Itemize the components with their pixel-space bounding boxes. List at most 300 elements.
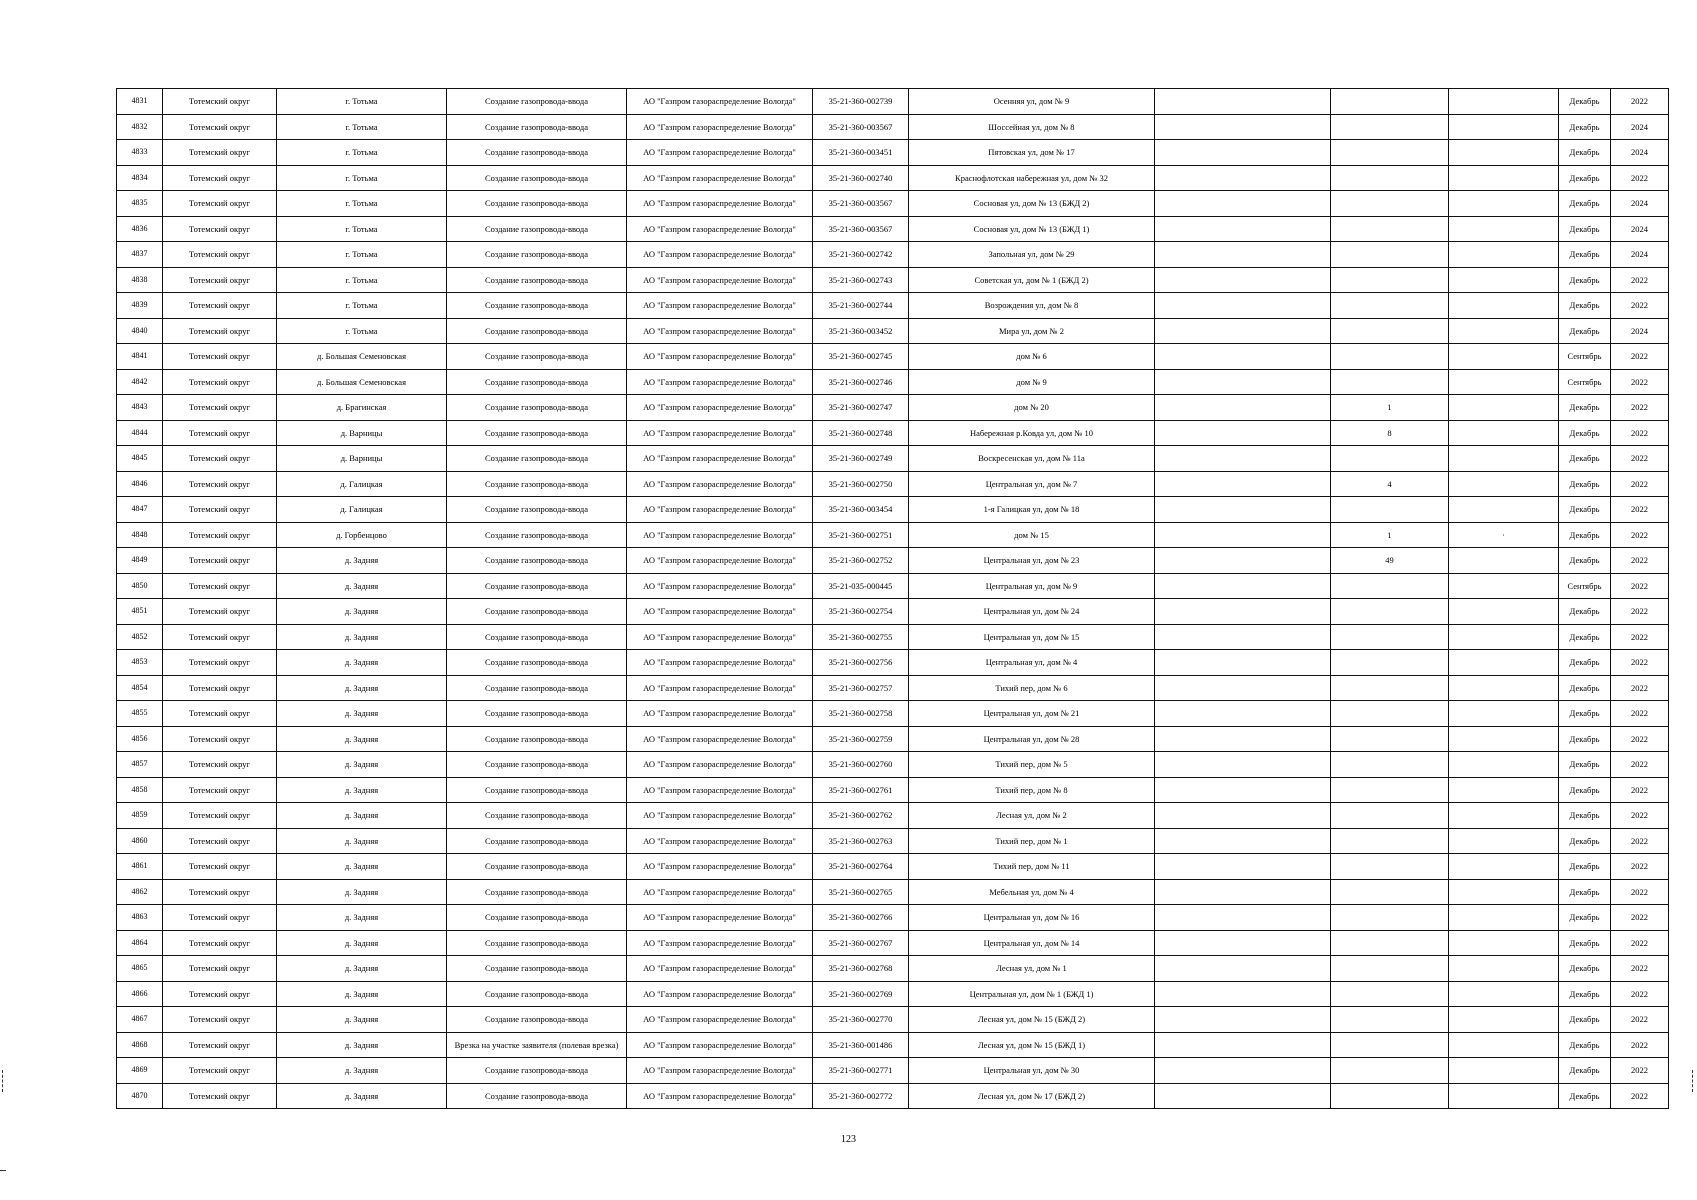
object-code-cell: 35-21-360-002742 (813, 242, 909, 268)
month-cell: Сентябрь (1559, 573, 1611, 599)
month-cell: Декабрь (1559, 114, 1611, 140)
organization-cell: АО "Газпром газораспределение Вологда" (627, 395, 813, 421)
object-code-cell: 35-21-360-003452 (813, 318, 909, 344)
year-cell: 2022 (1611, 752, 1669, 778)
organization-cell: АО "Газпром газораспределение Вологда" (627, 726, 813, 752)
extra-column-3 (1449, 650, 1559, 676)
extra-column-1 (1155, 1058, 1331, 1084)
year-cell: 2024 (1611, 191, 1669, 217)
work-type-cell: Создание газопровода-ввода (447, 216, 627, 242)
organization-cell: АО "Газпром газораспределение Вологда" (627, 140, 813, 166)
month-cell: Декабрь (1559, 981, 1611, 1007)
object-code-cell: 35-21-360-002756 (813, 650, 909, 676)
row-number: 4870 (117, 1083, 163, 1109)
row-number: 4858 (117, 777, 163, 803)
month-cell: Декабрь (1559, 89, 1611, 115)
address-cell: Лесная ул, дом № 1 (909, 956, 1155, 982)
address-cell: дом № 9 (909, 369, 1155, 395)
table-row (117, 1032, 1669, 1058)
address-cell: Центральная ул, дом № 7 (909, 471, 1155, 497)
table-row (117, 879, 1669, 905)
settlement-cell: д. Задняя (277, 828, 447, 854)
organization-cell: АО "Газпром газораспределение Вологда" (627, 599, 813, 625)
extra-column-2 (1331, 879, 1449, 905)
work-type-cell: Создание газопровода-ввода (447, 905, 627, 931)
year-cell: 2022 (1611, 1032, 1669, 1058)
address-cell: Центральная ул, дом № 4 (909, 650, 1155, 676)
extra-column-1 (1155, 114, 1331, 140)
district-cell: Тотемский округ (163, 879, 277, 905)
table-row (117, 905, 1669, 931)
extra-column-2 (1331, 369, 1449, 395)
organization-cell: АО "Газпром газораспределение Вологда" (627, 165, 813, 191)
settlement-cell: г. Тотьма (277, 267, 447, 293)
address-cell: Тихий пер, дом № 1 (909, 828, 1155, 854)
extra-column-2 (1331, 267, 1449, 293)
month-cell: Декабрь (1559, 420, 1611, 446)
work-type-cell: Создание газопровода-ввода (447, 318, 627, 344)
month-cell: Декабрь (1559, 548, 1611, 574)
extra-column-3 (1449, 114, 1559, 140)
organization-cell: АО "Газпром газораспределение Вологда" (627, 981, 813, 1007)
organization-cell: АО "Газпром газораспределение Вологда" (627, 1058, 813, 1084)
table-row (117, 828, 1669, 854)
year-cell: 2022 (1611, 344, 1669, 370)
row-number: 4835 (117, 191, 163, 217)
extra-column-1 (1155, 573, 1331, 599)
table-row (117, 293, 1669, 319)
extra-column-3 (1449, 318, 1559, 344)
organization-cell: АО "Газпром газораспределение Вологда" (627, 752, 813, 778)
row-number: 4849 (117, 548, 163, 574)
extra-column-2: 4 (1331, 471, 1449, 497)
month-cell: Декабрь (1559, 879, 1611, 905)
settlement-cell: д. Задняя (277, 599, 447, 625)
extra-column-1 (1155, 1083, 1331, 1109)
month-cell: Декабрь (1559, 1032, 1611, 1058)
extra-column-3 (1449, 191, 1559, 217)
row-number: 4839 (117, 293, 163, 319)
extra-column-3 (1449, 573, 1559, 599)
month-cell: Декабрь (1559, 191, 1611, 217)
table-row (117, 522, 1669, 548)
address-cell: Тихий пер, дом № 6 (909, 675, 1155, 701)
work-type-cell: Создание газопровода-ввода (447, 165, 627, 191)
extra-column-2 (1331, 930, 1449, 956)
extra-column-2 (1331, 726, 1449, 752)
extra-column-1 (1155, 369, 1331, 395)
extra-column-1 (1155, 675, 1331, 701)
table-row (117, 548, 1669, 574)
extra-column-2: 1 (1331, 395, 1449, 421)
address-cell: Лесная ул, дом № 15 (БЖД 2) (909, 1007, 1155, 1033)
table-row (117, 89, 1669, 115)
object-code-cell: 35-21-360-002754 (813, 599, 909, 625)
settlement-cell: д. Задняя (277, 1032, 447, 1058)
year-cell: 2024 (1611, 140, 1669, 166)
year-cell: 2022 (1611, 267, 1669, 293)
settlement-cell: д. Большая Семеновская (277, 369, 447, 395)
address-cell: 1-я Галицкая ул, дом № 18 (909, 497, 1155, 523)
extra-column-1 (1155, 267, 1331, 293)
document-table-wrapper (116, 88, 1669, 1109)
row-number: 4850 (117, 573, 163, 599)
district-cell: Тотемский округ (163, 573, 277, 599)
extra-column-3 (1449, 395, 1559, 421)
extra-column-3 (1449, 267, 1559, 293)
extra-column-1 (1155, 599, 1331, 625)
extra-column-1 (1155, 624, 1331, 650)
district-cell: Тотемский округ (163, 777, 277, 803)
settlement-cell: д. Задняя (277, 573, 447, 599)
month-cell: Декабрь (1559, 522, 1611, 548)
object-code-cell: 35-21-360-002739 (813, 89, 909, 115)
year-cell: 2022 (1611, 293, 1669, 319)
year-cell: 2024 (1611, 318, 1669, 344)
extra-column-3 (1449, 981, 1559, 1007)
settlement-cell: д. Задняя (277, 956, 447, 982)
extra-column-1 (1155, 293, 1331, 319)
work-type-cell: Создание газопровода-ввода (447, 114, 627, 140)
month-cell: Декабрь (1559, 1007, 1611, 1033)
year-cell: 2022 (1611, 471, 1669, 497)
extra-column-3 (1449, 1058, 1559, 1084)
month-cell: Декабрь (1559, 599, 1611, 625)
extra-column-1 (1155, 828, 1331, 854)
work-type-cell: Создание газопровода-ввода (447, 1083, 627, 1109)
settlement-cell: д. Задняя (277, 726, 447, 752)
organization-cell: АО "Газпром газораспределение Вологда" (627, 624, 813, 650)
district-cell: Тотемский округ (163, 89, 277, 115)
address-cell: Запольная ул, дом № 29 (909, 242, 1155, 268)
extra-column-3 (1449, 803, 1559, 829)
organization-cell: АО "Газпром газораспределение Вологда" (627, 344, 813, 370)
object-code-cell: 35-21-360-002765 (813, 879, 909, 905)
address-cell: Краснофлотская набережная ул, дом № 32 (909, 165, 1155, 191)
district-cell: Тотемский округ (163, 624, 277, 650)
extra-column-1 (1155, 344, 1331, 370)
settlement-cell: г. Тотьма (277, 89, 447, 115)
table-row (117, 930, 1669, 956)
organization-cell: АО "Газпром газораспределение Вологда" (627, 446, 813, 472)
organization-cell: АО "Газпром газораспределение Вологда" (627, 828, 813, 854)
month-cell: Сентябрь (1559, 344, 1611, 370)
extra-column-2 (1331, 293, 1449, 319)
work-type-cell: Врезка на участке заявителя (полевая врезка) (447, 1032, 627, 1058)
row-number: 4855 (117, 701, 163, 727)
work-type-cell: Создание газопровода-ввода (447, 140, 627, 166)
object-code-cell: 35-21-360-002764 (813, 854, 909, 880)
row-number: 4847 (117, 497, 163, 523)
address-cell: Шоссейная ул, дом № 8 (909, 114, 1155, 140)
year-cell: 2022 (1611, 573, 1669, 599)
settlement-cell: д. Галицкая (277, 471, 447, 497)
address-cell: Лесная ул, дом № 17 (БЖД 2) (909, 1083, 1155, 1109)
organization-cell: АО "Газпром газораспределение Вологда" (627, 471, 813, 497)
object-code-cell: 35-21-360-002752 (813, 548, 909, 574)
district-cell: Тотемский округ (163, 165, 277, 191)
extra-column-3 (1449, 599, 1559, 625)
district-cell: Тотемский округ (163, 905, 277, 931)
settlement-cell: д. Варницы (277, 420, 447, 446)
table-row (117, 726, 1669, 752)
district-cell: Тотемский округ (163, 191, 277, 217)
row-number: 4840 (117, 318, 163, 344)
work-type-cell: Создание газопровода-ввода (447, 803, 627, 829)
address-cell: Воскресенская ул, дом № 11а (909, 446, 1155, 472)
row-number: 4848 (117, 522, 163, 548)
row-number: 4838 (117, 267, 163, 293)
month-cell: Декабрь (1559, 267, 1611, 293)
object-code-cell: 35-21-360-002749 (813, 446, 909, 472)
row-number: 4836 (117, 216, 163, 242)
organization-cell: АО "Газпром газораспределение Вологда" (627, 267, 813, 293)
extra-column-1 (1155, 1007, 1331, 1033)
extra-column-2 (1331, 446, 1449, 472)
year-cell: 2022 (1611, 930, 1669, 956)
month-cell: Декабрь (1559, 216, 1611, 242)
object-code-cell: 35-21-360-002761 (813, 777, 909, 803)
year-cell: 2022 (1611, 854, 1669, 880)
extra-column-3 (1449, 624, 1559, 650)
work-type-cell: Создание газопровода-ввода (447, 854, 627, 880)
row-number: 4860 (117, 828, 163, 854)
extra-column-2 (1331, 675, 1449, 701)
district-cell: Тотемский округ (163, 828, 277, 854)
address-cell: Лесная ул, дом № 15 (БЖД 1) (909, 1032, 1155, 1058)
settlement-cell: д. Задняя (277, 1007, 447, 1033)
settlement-cell: д. Задняя (277, 624, 447, 650)
right-margin-mark (1692, 1070, 1695, 1092)
table-row (117, 318, 1669, 344)
row-number: 4862 (117, 879, 163, 905)
extra-column-3 (1449, 89, 1559, 115)
extra-column-1 (1155, 726, 1331, 752)
extra-column-1 (1155, 548, 1331, 574)
year-cell: 2022 (1611, 420, 1669, 446)
row-number: 4859 (117, 803, 163, 829)
row-number: 4846 (117, 471, 163, 497)
work-type-cell: Создание газопровода-ввода (447, 828, 627, 854)
row-number: 4837 (117, 242, 163, 268)
settlement-cell: д. Галицкая (277, 497, 447, 523)
organization-cell: АО "Газпром газораспределение Вологда" (627, 905, 813, 931)
row-number: 4854 (117, 675, 163, 701)
month-cell: Декабрь (1559, 395, 1611, 421)
organization-cell: АО "Газпром газораспределение Вологда" (627, 930, 813, 956)
year-cell: 2022 (1611, 777, 1669, 803)
settlement-cell: г. Тотьма (277, 114, 447, 140)
settlement-cell: д. Задняя (277, 701, 447, 727)
row-number: 4868 (117, 1032, 163, 1058)
extra-column-1 (1155, 165, 1331, 191)
extra-column-3 (1449, 1032, 1559, 1058)
table-row (117, 956, 1669, 982)
settlement-cell: д. Задняя (277, 879, 447, 905)
extra-column-3 (1449, 777, 1559, 803)
month-cell: Декабрь (1559, 318, 1611, 344)
extra-column-1 (1155, 89, 1331, 115)
extra-column-3 (1449, 165, 1559, 191)
address-cell: Мира ул, дом № 2 (909, 318, 1155, 344)
address-cell: Центральная ул, дом № 23 (909, 548, 1155, 574)
organization-cell: АО "Газпром газораспределение Вологда" (627, 369, 813, 395)
district-cell: Тотемский округ (163, 369, 277, 395)
extra-column-1 (1155, 930, 1331, 956)
table-body (117, 89, 1669, 1109)
month-cell: Декабрь (1559, 242, 1611, 268)
month-cell: Декабрь (1559, 140, 1611, 166)
object-code-cell: 35-21-360-003451 (813, 140, 909, 166)
row-number: 4852 (117, 624, 163, 650)
extra-column-1 (1155, 140, 1331, 166)
extra-column-1 (1155, 191, 1331, 217)
extra-column-2 (1331, 981, 1449, 1007)
year-cell: 2024 (1611, 216, 1669, 242)
extra-column-2 (1331, 701, 1449, 727)
district-cell: Тотемский округ (163, 1058, 277, 1084)
month-cell: Декабрь (1559, 930, 1611, 956)
row-number: 4864 (117, 930, 163, 956)
year-cell: 2022 (1611, 369, 1669, 395)
extra-column-3 (1449, 344, 1559, 370)
organization-cell: АО "Газпром газораспределение Вологда" (627, 1007, 813, 1033)
organization-cell: АО "Газпром газораспределение Вологда" (627, 650, 813, 676)
year-cell: 2022 (1611, 828, 1669, 854)
work-type-cell: Создание газопровода-ввода (447, 879, 627, 905)
extra-column-2 (1331, 803, 1449, 829)
settlement-cell: д. Задняя (277, 650, 447, 676)
table-row (117, 675, 1669, 701)
organization-cell: АО "Газпром газораспределение Вологда" (627, 548, 813, 574)
table-row (117, 497, 1669, 523)
object-code-cell: 35-21-360-003454 (813, 497, 909, 523)
object-code-cell: 35-21-360-003567 (813, 191, 909, 217)
object-code-cell: 35-21-360-002772 (813, 1083, 909, 1109)
table-row (117, 420, 1669, 446)
extra-column-3 (1449, 242, 1559, 268)
work-type-cell: Создание газопровода-ввода (447, 522, 627, 548)
table-row (117, 165, 1669, 191)
extra-column-3 (1449, 752, 1559, 778)
month-cell: Декабрь (1559, 1083, 1611, 1109)
extra-column-3 (1449, 471, 1559, 497)
settlement-cell: д. Варницы (277, 446, 447, 472)
extra-column-2 (1331, 1007, 1449, 1033)
extra-column-3 (1449, 675, 1559, 701)
settlement-cell: д. Брагинская (277, 395, 447, 421)
extra-column-1 (1155, 471, 1331, 497)
extra-column-1 (1155, 701, 1331, 727)
district-cell: Тотемский округ (163, 446, 277, 472)
object-code-cell: 35-21-360-002750 (813, 471, 909, 497)
district-cell: Тотемский округ (163, 726, 277, 752)
settlement-cell: г. Тотьма (277, 216, 447, 242)
extra-column-1 (1155, 956, 1331, 982)
row-number: 4865 (117, 956, 163, 982)
month-cell: Декабрь (1559, 803, 1611, 829)
row-number: 4831 (117, 89, 163, 115)
work-type-cell: Создание газопровода-ввода (447, 956, 627, 982)
object-code-cell: 35-21-360-001486 (813, 1032, 909, 1058)
month-cell: Декабрь (1559, 446, 1611, 472)
year-cell: 2022 (1611, 1007, 1669, 1033)
settlement-cell: д. Задняя (277, 1083, 447, 1109)
extra-column-2: 49 (1331, 548, 1449, 574)
work-type-cell: Создание газопровода-ввода (447, 981, 627, 1007)
month-cell: Декабрь (1559, 1058, 1611, 1084)
table-row (117, 981, 1669, 1007)
table-row (117, 599, 1669, 625)
extra-column-3 (1449, 726, 1559, 752)
table-row (117, 624, 1669, 650)
row-number: 4842 (117, 369, 163, 395)
work-type-cell: Создание газопровода-ввода (447, 624, 627, 650)
object-code-cell: 35-21-360-003567 (813, 216, 909, 242)
table-row (117, 803, 1669, 829)
object-code-cell: 35-21-360-002740 (813, 165, 909, 191)
organization-cell: АО "Газпром газораспределение Вологда" (627, 522, 813, 548)
month-cell: Декабрь (1559, 675, 1611, 701)
work-type-cell: Создание газопровода-ввода (447, 777, 627, 803)
object-code-cell: 35-21-360-002762 (813, 803, 909, 829)
table-row (117, 242, 1669, 268)
extra-column-3 (1449, 140, 1559, 166)
table-row (117, 1058, 1669, 1084)
work-type-cell: Создание газопровода-ввода (447, 726, 627, 752)
organization-cell: АО "Газпром газораспределение Вологда" (627, 956, 813, 982)
row-number: 4845 (117, 446, 163, 472)
address-cell: Центральная ул, дом № 14 (909, 930, 1155, 956)
settlement-cell: д. Задняя (277, 981, 447, 1007)
object-code-cell: 35-21-360-002760 (813, 752, 909, 778)
district-cell: Тотемский округ (163, 1032, 277, 1058)
organization-cell: АО "Газпром газораспределение Вологда" (627, 803, 813, 829)
settlement-cell: д. Задняя (277, 752, 447, 778)
work-type-cell: Создание газопровода-ввода (447, 191, 627, 217)
extra-column-2 (1331, 114, 1449, 140)
extra-column-2 (1331, 905, 1449, 931)
extra-column-3 (1449, 1007, 1559, 1033)
extra-column-1 (1155, 522, 1331, 548)
district-cell: Тотемский округ (163, 1007, 277, 1033)
month-cell: Декабрь (1559, 828, 1611, 854)
month-cell: Декабрь (1559, 497, 1611, 523)
page-number: 123 (841, 1134, 856, 1145)
settlement-cell: г. Тотьма (277, 191, 447, 217)
extra-column-3 (1449, 701, 1559, 727)
extra-column-1 (1155, 420, 1331, 446)
address-cell: Центральная ул, дом № 21 (909, 701, 1155, 727)
settlement-cell: д. Задняя (277, 854, 447, 880)
work-type-cell: Создание газопровода-ввода (447, 573, 627, 599)
extra-column-1 (1155, 497, 1331, 523)
extra-column-2 (1331, 216, 1449, 242)
row-number: 4834 (117, 165, 163, 191)
address-cell: Тихий пер, дом № 11 (909, 854, 1155, 880)
settlement-cell: д. Задняя (277, 1058, 447, 1084)
row-number: 4869 (117, 1058, 163, 1084)
address-cell: Центральная ул, дом № 16 (909, 905, 1155, 931)
object-code-cell: 35-21-360-002763 (813, 828, 909, 854)
row-number: 4857 (117, 752, 163, 778)
extra-column-3 (1449, 420, 1559, 446)
organization-cell: АО "Газпром газораспределение Вологда" (627, 114, 813, 140)
table-row (117, 446, 1669, 472)
district-cell: Тотемский округ (163, 140, 277, 166)
row-number: 4833 (117, 140, 163, 166)
margin-tick (0, 1170, 6, 1171)
